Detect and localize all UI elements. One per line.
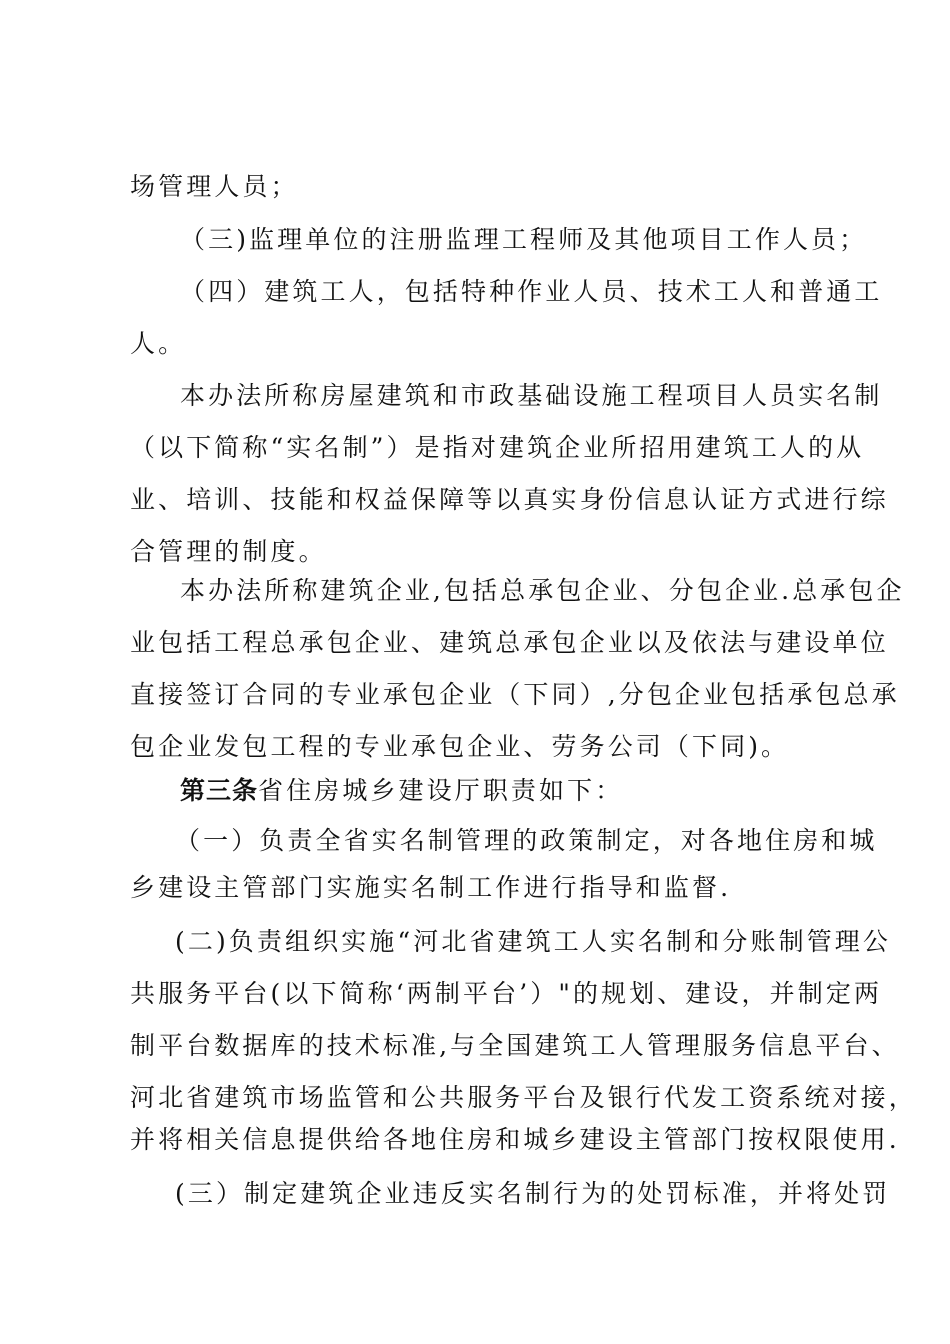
text-line: 场管理人员；: [130, 172, 299, 201]
text-line: 直接签订合同的专业承包企业（下同）,分包企业包括承包总承: [130, 680, 900, 709]
text-line: 制平台数据库的技术标准,与全国建筑工人管理服务信息平台、: [130, 1031, 900, 1060]
text-line: （一）负责全省实名制管理的政策制定，对各地住房和城: [175, 826, 878, 855]
text-line: （四）建筑工人，包括特种作业人员、技术工人和普通工: [180, 277, 883, 306]
text-line: (三）制定建筑企业违反实名制行为的处罚标准，并将处罚: [175, 1179, 891, 1208]
text-line: 业包括工程总承包企业、建筑总承包企业以及依法与建设单位: [130, 628, 889, 657]
text-line: (二)负责组织实施“河北省建筑工人实名制和分账制管理公: [175, 927, 891, 956]
article-label: 第三条: [180, 776, 259, 805]
text-line: 河北省建筑市场监管和公共服务平台及银行代发工资系统对接，: [130, 1083, 917, 1112]
text-line: （以下简称“实名制”）是指对建筑企业所招用建筑工人的从: [130, 433, 865, 462]
article-text: 省住房城乡建设厅职责如下：: [258, 776, 624, 805]
text-line: （三)监理单位的注册监理工程师及其他项目工作人员；: [180, 225, 868, 254]
text-line: 合管理的制度。: [130, 537, 327, 566]
text-line: 包企业发包工程的专业承包企业、劳务公司（下同)。: [130, 732, 790, 761]
text-line: 本办法所称房屋建筑和市政基础设施工程项目人员实名制: [180, 381, 883, 410]
text-line: 共服务平台(以下简称‘两制平台’）"的规划、建设，并制定两: [130, 979, 883, 1008]
text-line: 本办法所称建筑企业,包括总承包企业、分包企业.总承包企: [180, 576, 905, 605]
text-line: 并将相关信息提供给各地住房和城乡建设主管部门按权限使用.: [130, 1125, 900, 1154]
article-line: [180, 776, 830, 806]
text-line: 业、培训、技能和权益保障等以真实身份信息认证方式进行综: [130, 485, 889, 514]
text-line: 人。: [130, 329, 187, 358]
text-line: 乡建设主管部门实施实名制工作进行指导和监督.: [130, 873, 732, 902]
